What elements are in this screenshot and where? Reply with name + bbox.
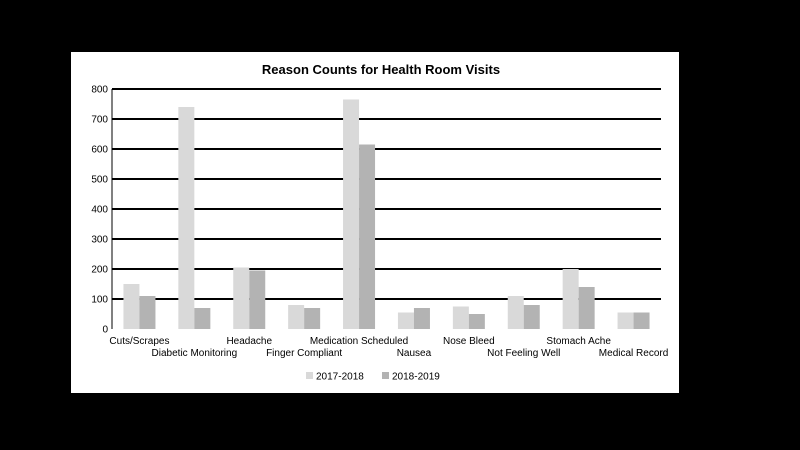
legend-label: 2018-2019: [392, 371, 440, 383]
x-axis-labels: [109, 336, 668, 359]
bar-2018-2019-cuts-scrapes: [139, 296, 155, 329]
x-tick-label: Medical Record: [598, 348, 669, 359]
bar-2018-2019-medical-record: [634, 313, 650, 330]
bar-2018-2019-nose-bleed: [469, 314, 485, 329]
y-axis-ticks: [91, 85, 108, 336]
bar-2017-2018-finger-compliant: [288, 305, 304, 329]
y-tick-label: 700: [91, 114, 108, 126]
bar-2018-2019-stomach-ache: [579, 287, 595, 329]
chart-title: Reason Counts for Health Room Visits: [261, 62, 501, 77]
x-tick-label: Headache: [226, 336, 273, 347]
bar-2017-2018-headache: [233, 268, 249, 330]
legend-swatch: [306, 372, 313, 379]
x-tick-label: Not Feeling Well: [487, 348, 561, 359]
bar-2018-2019-finger-compliant: [304, 308, 320, 329]
bar-2017-2018-medication-scheduled: [343, 100, 359, 330]
y-tick-label: 600: [91, 144, 108, 156]
gridlines: [112, 89, 661, 299]
x-tick-label: Diabetic Monitoring: [151, 348, 238, 359]
x-tick-label: Cuts/Scrapes: [109, 336, 170, 347]
y-tick-label: 100: [91, 294, 108, 306]
bar-2017-2018-cuts-scrapes: [123, 284, 139, 329]
bar-chart: [71, 52, 679, 393]
bar-2018-2019-diabetic-monitoring: [194, 308, 210, 329]
y-tick-label: 200: [91, 264, 108, 276]
legend-swatch: [382, 372, 389, 379]
y-tick-label: 800: [91, 84, 108, 96]
bar-2018-2019-nausea: [414, 308, 430, 329]
x-tick-label: Nausea: [396, 348, 432, 359]
bars: [123, 100, 649, 330]
bar-2017-2018-diabetic-monitoring: [178, 107, 194, 329]
bar-2017-2018-not-feeling-well: [508, 296, 524, 329]
y-tick-label: 0: [102, 324, 108, 336]
chart-panel: [71, 52, 679, 393]
bar-2017-2018-stomach-ache: [563, 269, 579, 329]
x-tick-label: Finger Compliant: [266, 348, 343, 359]
legend: [306, 372, 440, 383]
x-tick-label: Nose Bleed: [442, 336, 495, 347]
x-tick-label: Medication Scheduled: [309, 336, 409, 347]
y-tick-label: 400: [91, 204, 108, 216]
legend-label: 2017-2018: [316, 371, 364, 383]
y-tick-label: 500: [91, 174, 108, 186]
x-tick-label: Stomach Ache: [546, 336, 611, 347]
bar-2017-2018-nausea: [398, 313, 414, 330]
bar-2018-2019-medication-scheduled: [359, 145, 375, 330]
y-tick-label: 300: [91, 234, 108, 246]
bar-2017-2018-nose-bleed: [453, 307, 469, 330]
bar-2017-2018-medical-record: [618, 313, 634, 330]
bar-2018-2019-not-feeling-well: [524, 305, 540, 329]
bar-2018-2019-headache: [249, 271, 265, 330]
